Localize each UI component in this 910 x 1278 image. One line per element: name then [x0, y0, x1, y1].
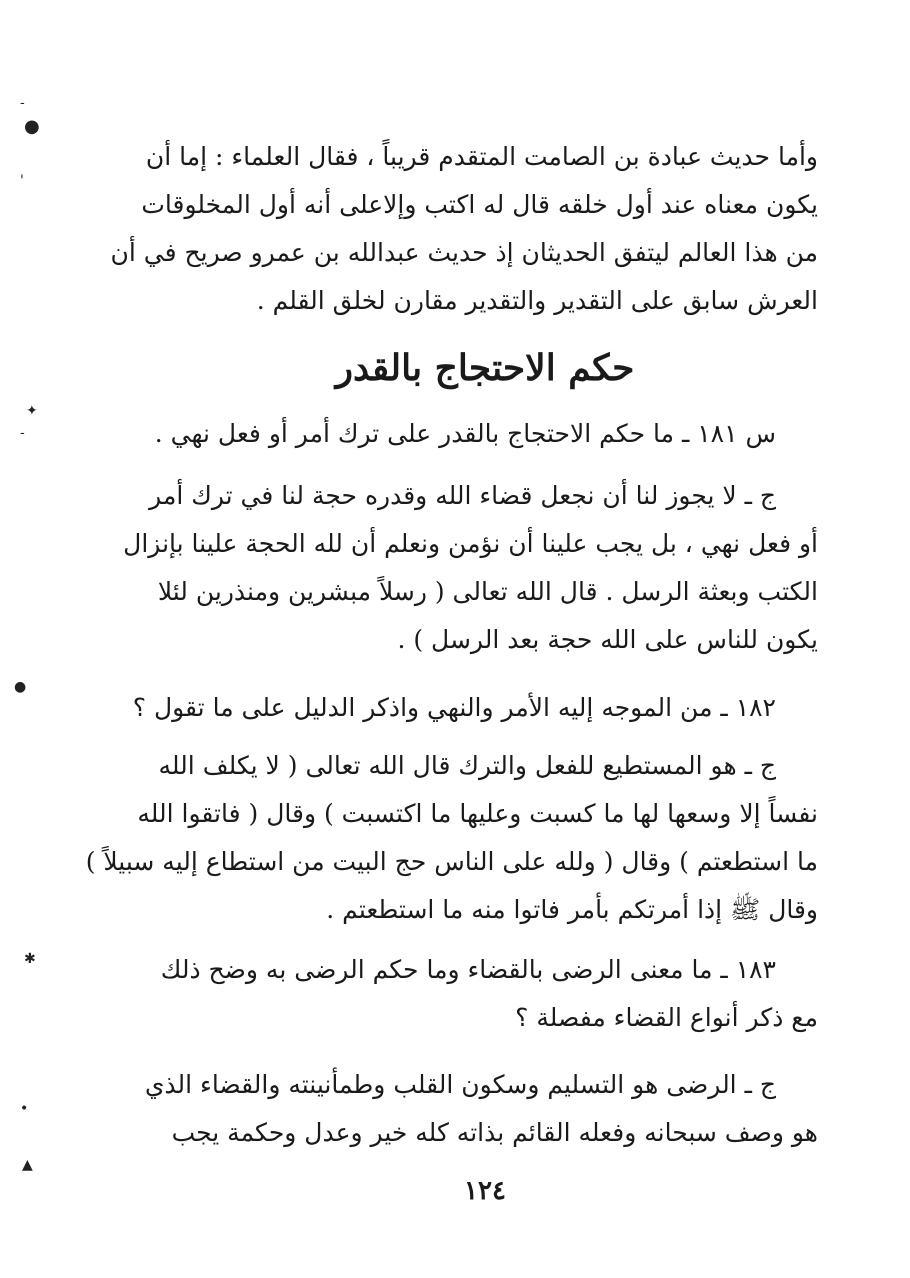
answer-line: هو وصف سبحانه وفعله القائم بذاته كله خير وعدل وحكمة يجب [171, 1118, 818, 1147]
margin-mark: ● [14, 679, 27, 695]
margin-mark: ✱ [24, 951, 36, 967]
question-line: مع ذكر أنواع القضاء مفصلة ؟ [515, 1003, 818, 1032]
margin-mark: ● [24, 116, 40, 137]
answer-line: ج ـ الرضى هو التسليم وسكون القلب وطمأنينته والقضاء الذي [144, 1070, 776, 1099]
question-line: ١٨٣ ـ ما معنى الرضى بالقضاء وما حكم الرضى به وضح ذلك [160, 955, 776, 984]
margin-mark: - [20, 425, 25, 441]
answer-line: الكتب وبعثة الرسل . قال الله تعالى ( رسلاً مبشرين ومنذرين لئلا [157, 577, 818, 606]
question-text: س ١٨١ ـ ما حكم الاحتجاج بالقدر على ترك أمر أو فعل نهي . [154, 419, 776, 448]
answer-line: يكون للناس على الله حجة بعد الرسل ) . [397, 625, 818, 654]
text-line: وأما حديث عبادة بن الصامت المتقدم قريباً ، فقال العلماء : إما أن [145, 142, 818, 171]
question-183 [138, 946, 818, 1042]
answer-line: أو فعل نهي ، بل يجب علينا أن نؤمن ونعلم أن لله الحجة علينا بإنزال [123, 529, 818, 558]
answer-line: ما استطعتم ) وقال ( ولله على الناس حج البيت من استطاع إليه سبيلاً ) [85, 847, 818, 876]
margin-mark: ' [20, 173, 24, 189]
intro-paragraph [110, 133, 818, 325]
question-text: ١٨٢ ـ من الموجه إليه الأمر والنهي واذكر الدليل على ما تقول ؟ [132, 693, 776, 722]
text-line: يكون معناه عند أول خلقه قال له اكتب وإلاعلى أنه أول المخلوقات [141, 190, 818, 219]
answer-line: نفساً إلا وسعها لها ما كسبت وعليها ما اكتسبت ) وقال ( فاتقوا الله [137, 799, 818, 828]
margin-mark: ▲ [22, 1157, 33, 1173]
page-number: ١٢٤ [464, 1176, 506, 1206]
answer-line: ج ـ لا يجوز لنا أن نجعل قضاء الله وقدره حجة لنا في ترك أمر [149, 481, 776, 510]
answer-183 [138, 1061, 818, 1157]
section-heading: حكم الاحتجاج بالقدر [335, 347, 635, 389]
answer-181 [123, 472, 818, 664]
answer-line: ج ـ هو المستطيع للفعل والترك قال الله تعالى ( لا يكلف الله [158, 751, 776, 780]
margin-mark: ✦ [26, 403, 38, 419]
text-line: من هذا العالم ليتفق الحديثان إذ حديث عبدالله بن عمرو صريح في أن [110, 238, 818, 267]
question-182 [132, 684, 818, 732]
text-line: العرش سابق على التقدير والتقدير مقارن لخلق القلم . [256, 286, 818, 315]
answer-182 [85, 742, 818, 934]
answer-line: وقال ﷺ إذا أمرتكم بأمر فاتوا منه ما استطعتم . [326, 895, 818, 924]
margin-mark: - [20, 95, 25, 111]
question-181 [138, 410, 818, 458]
margin-mark: • [20, 1101, 29, 1117]
